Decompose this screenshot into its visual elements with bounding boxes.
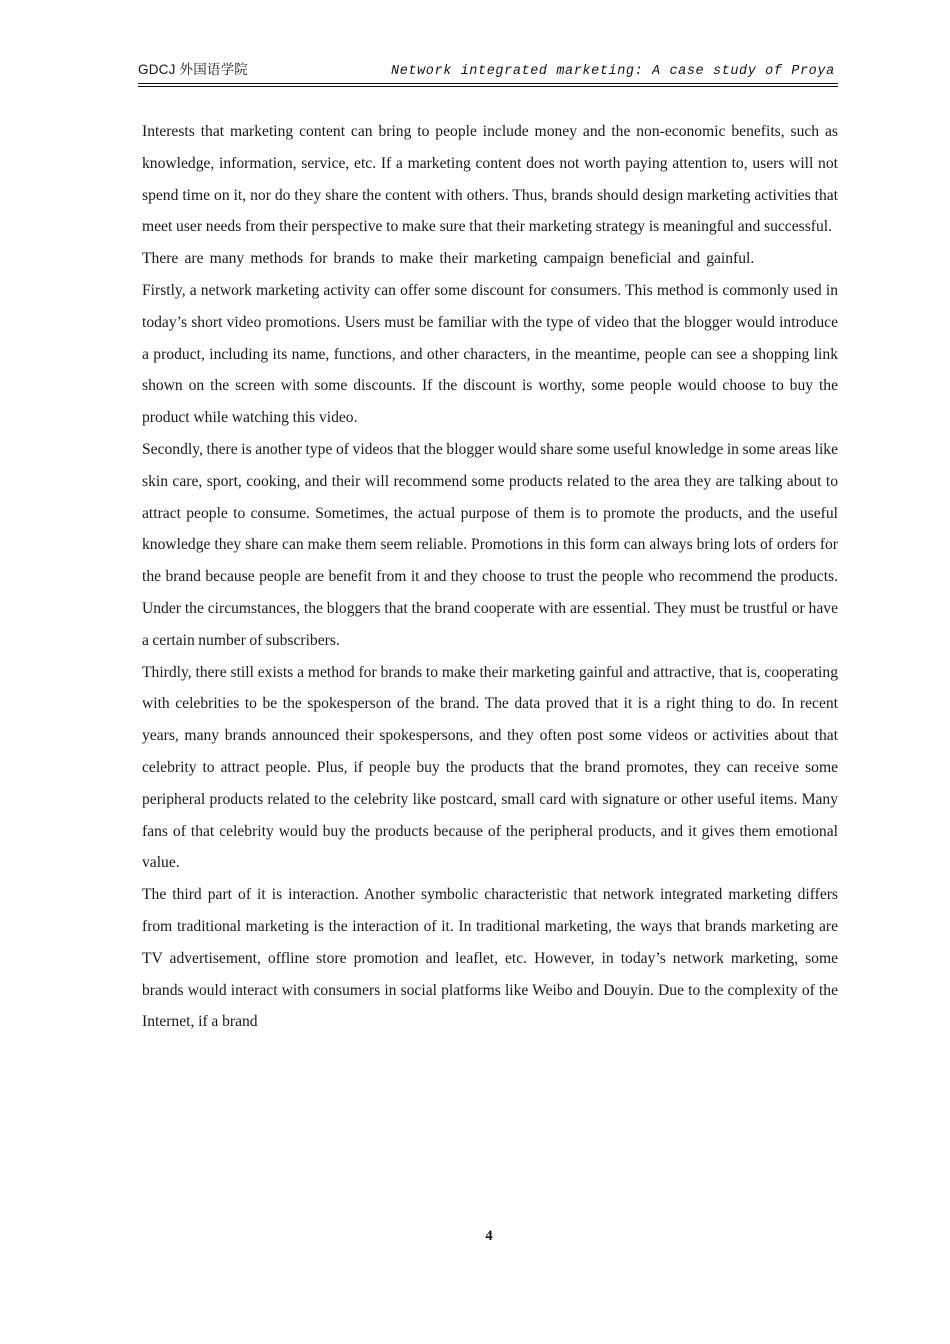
body-text-column [142,116,838,1038]
page-number-footer [0,1228,950,1245]
paragraph-3: Firstly, a network marketing activity can offer some discount for consumers. This method is commonly used in today’s short video promotions. Users must be familiar with the type of video that the blogger would introduce a product, including its name, functions, and other characters, in the meantime, people can see a shopping link shown on the screen with some discounts. If the discount is worthy, some people would choose to buy the product while watching this video. [142,281,838,427]
header-running-title: Network integrated marketing: A case study of Proya [391,64,835,79]
paragraph-6: The third part of it is interaction. Another symbolic characteristic that network integrated marketing differs from traditional marketing is the interaction of it. In traditional marketing, the ways that brands marketing are TV advertisement, offline store promotion and leaflet, etc. However, in today’s network marketing, some brands would interact with consumers in social platforms like Weibo and Douyin. Due to the complexity of the Internet, if a brand [142,886,838,1031]
header-row [138,58,838,80]
paragraph-1: Interests that marketing content can bring to people include money and the non-economic benefits, such as knowledge, information, service, etc. If a marketing content does not worth paying attention to, users will not spend time on it, nor do they share the content with others. Thus, brands should design marketing activities that meet user needs from their perspective to make sure that their marketing strategy is meaningful and successful. [142,123,838,236]
running-header [138,58,838,88]
paragraph-2: There are many methods for brands to make their marketing campaign beneficial and gainful. [142,250,755,268]
page-number-value: 4 [485,1228,493,1244]
paragraph-5: Thirdly, there still exists a method for brands to make their marketing gainful and attractive, that is, cooperating with celebrities to be the spokesperson of the brand. The data proved that it is a right thing to do. In recent years, many brands announced their spokespersons, and they often post some videos or activities about that celebrity to attract people. Plus, if people buy the products that the brand promotes, they can receive some peripheral products related to the celebrity like postcard, small card with signature or other useful items. Many fans of that celebrity would buy the products because of the peripheral products, and it gives them emotional value. [142,663,838,872]
header-institution-label: GDCJ 外国语学院 [138,62,248,77]
header-double-rule [138,83,838,87]
paragraph-4: Secondly, there is another type of videos that the blogger would share some useful knowledge in some areas like skin care, sport, cooking, and their will recommend some products related to the area they are talking about to attract people to consume. Sometimes, the actual purpose of them is to promote the products, and the useful knowledge they share can make them seem reliable. Promotions in this form can always bring lots of orders for the brand because people are benefit from it and they choose to trust the people who recommend the products. Under the circumstances, the bloggers that the brand cooperate with are essential. They must be trustful or have a certain number of subscribers. [142,440,838,649]
